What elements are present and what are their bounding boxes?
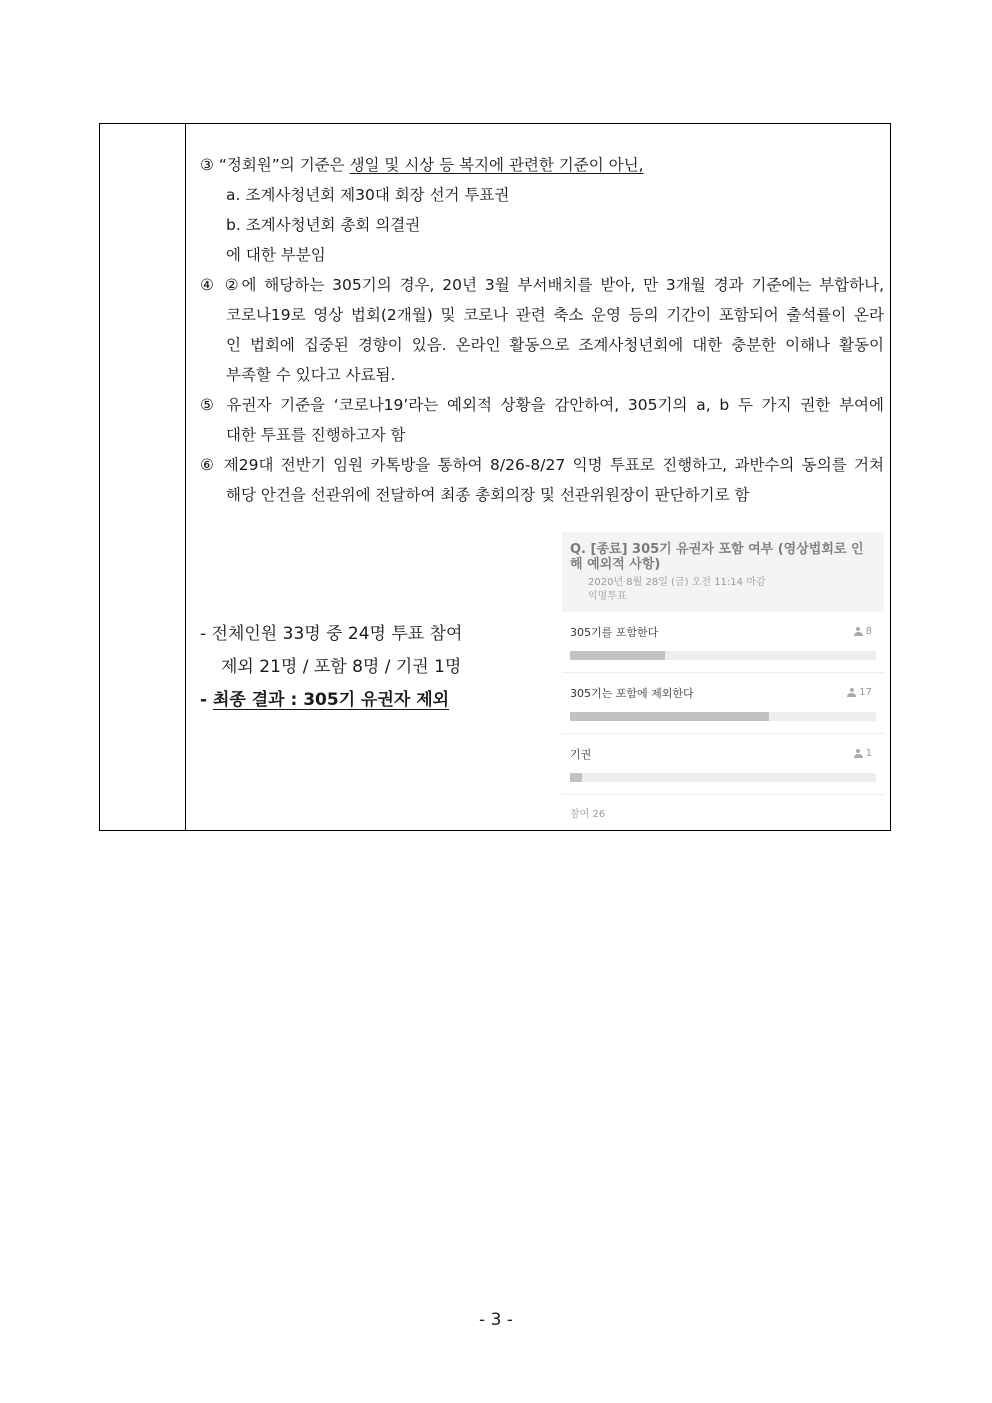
poll-option-count: 1: [865, 748, 872, 759]
item-5-line-1: ⑤ 유권자 기준을 ‘코로나19’라는 예외적 상황을 감안하여, 305기의 a, b 두 가지 권한 부여에: [200, 396, 884, 414]
item-4-line-3: 인 법회에 집중된 경향이 있음. 온라인 활동으로 조계사청년회에 대한 충분한 이해나 활동이: [226, 336, 884, 354]
summary-participation: - 전체인원 33명 중 24명 투표 참여: [200, 624, 463, 644]
poll-option-bar-fill: [570, 773, 582, 782]
body-text: [200, 150, 884, 510]
summary-breakdown: 제외 21명 / 포함 8명 / 기권 1명: [221, 657, 462, 677]
poll-option-count: 8: [865, 626, 872, 637]
item-4-line-1: ④ ②에 해당하는 305기의 경우, 20년 3월 부서배치를 받아, 만 3개월 경과 기준에는 부합하나,: [200, 276, 884, 294]
poll-participation: 참여 26: [570, 809, 606, 820]
column-divider: [185, 124, 186, 830]
person-icon: [847, 688, 856, 697]
poll-mode: 익명투표: [588, 591, 627, 602]
person-icon: [854, 627, 863, 636]
poll-option-bar-fill: [570, 712, 769, 721]
item-3-underlined: 생일 및 시상 등 복지에 관련한 기준이 아닌,: [349, 156, 644, 174]
vote-summary: [200, 618, 462, 717]
poll-option[interactable]: [562, 673, 884, 734]
item-4-line-2: 코로나19로 영상 법회(2개월) 및 코로나 관련 축소 운영 등의 기간이 포함되어 출석률이 온라: [226, 306, 884, 324]
poll-option[interactable]: [562, 734, 884, 795]
poll-header: [562, 532, 884, 612]
poll-option-bar: [570, 712, 876, 721]
poll-option-label: 305기는 포함에 제외한다: [570, 687, 694, 700]
item-3-line: ③ “정회원”의 기준은 생일 및 시상 등 복지에 관련한 기준이 아닌,: [200, 156, 644, 174]
poll-deadline: 2020년 8월 28일 (금) 오전 11:14 마감: [588, 577, 766, 588]
content-table: [99, 123, 891, 831]
item-3-a: a. 조계사청년회 제30대 회장 선거 투표권: [226, 186, 510, 204]
poll-screenshot: [562, 532, 884, 828]
item-4-line-4: 부족할 수 있다고 사료됨.: [226, 366, 396, 384]
poll-option-bar: [570, 651, 876, 660]
poll-option-count: 17: [859, 687, 872, 698]
poll-option-bar: [570, 773, 876, 782]
poll-option-bar-fill: [570, 651, 665, 660]
summary-final-result: - 최종 결과 : 305기 유권자 제외: [200, 690, 450, 710]
item-3-c: 에 대한 부분임: [226, 246, 326, 264]
person-icon: [854, 749, 863, 758]
item-5-line-2: 대한 투표를 진행하고자 함: [226, 426, 406, 444]
poll-question: Q. [종료] 305기 유권자 포함 여부 (영상법회로 인해 예외적 사항): [570, 542, 864, 572]
item-6-line-1: ⑥ 제29대 전반기 임원 카톡방을 통하여 8/26-8/27 익명 투표로 진행하고, 과반수의 동의를 거쳐: [200, 456, 884, 474]
page-number: - 3 -: [479, 1310, 513, 1330]
poll-option[interactable]: [562, 612, 884, 673]
poll-option-label: 기권: [570, 748, 592, 761]
item-6-line-2: 해당 안건을 선관위에 전달하여 최종 총회의장 및 선관위원장이 판단하기로 함: [226, 486, 750, 504]
item-3-b: b. 조계사청년회 총회 의결권: [226, 216, 421, 234]
poll-option-label: 305기를 포함한다: [570, 626, 659, 639]
